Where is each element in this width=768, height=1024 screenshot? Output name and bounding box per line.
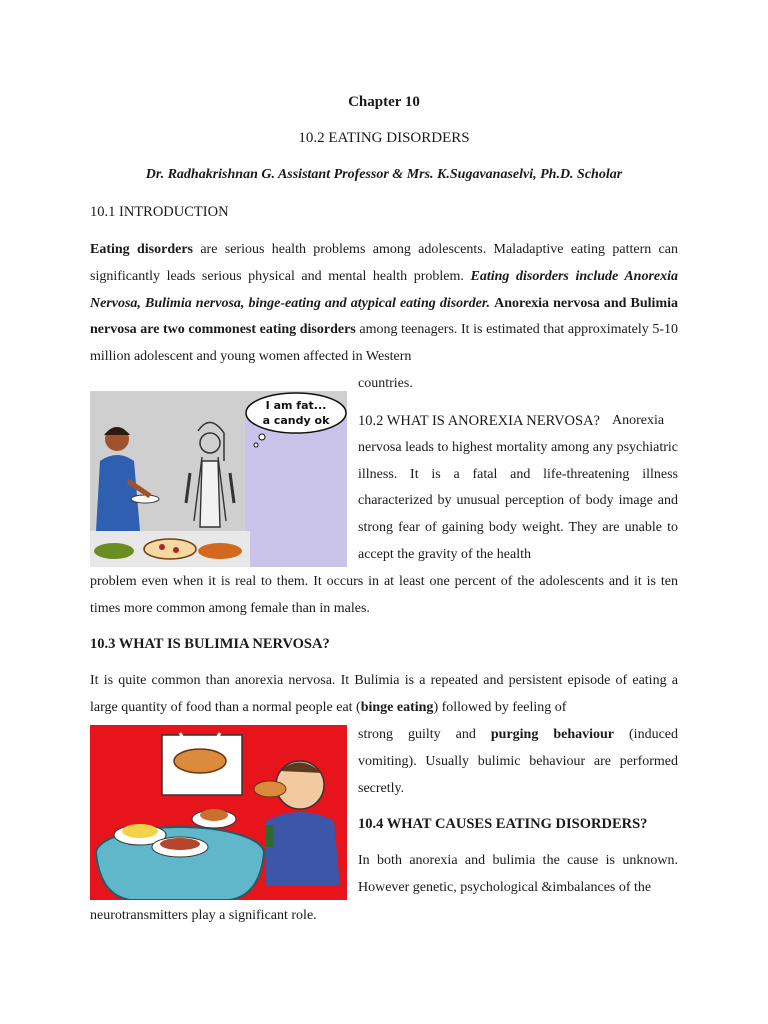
anorexia-illustration [90,391,347,567]
intro-text-3: among teenagers. It is estimated that approximately 5-10 million adolescent and young women affected in Western [90,322,679,365]
bulimia-text-1: It is quite common than anorexia nervosa. It Bulimia is a repeated and persistent episode of eating a large quantity of food than a normal people eat ( [90,673,678,715]
bulimia-side-text-1: strong guilty and [358,727,491,742]
anorexia-cartoon [90,391,347,567]
bubble-line-1: I am fat... [265,399,327,412]
bulimia-illustration [90,725,347,900]
document-title: 10.2 EATING DISORDERS [298,130,470,146]
bulimia-bold-1: binge eating [360,699,434,715]
chapter-label: Chapter 10 [348,94,420,110]
intro-bold-2: Anorexia nervosa and Bulimia nervosa are two commonest eating disorders [90,295,678,338]
intro-bold-1: Eating disorders [90,242,194,257]
intro-last-word: countries. [358,376,413,391]
bulimia-side-bold: purging behaviour [490,727,615,742]
causes-full-text: neurotransmitters play a significant role. [90,908,317,923]
lavender-panel [245,419,347,567]
bulimia-text-2: ) followed by feeling of [433,699,567,715]
intro-heading: 10.1 INTRODUCTION [90,204,229,220]
intro-text-1: are serious health problems among adolescents. Maladaptive eating pattern can significantly leads serious physical and mental health problem. [90,242,678,284]
anorexia-side-text: Anorexia nervosa leads to highest mortality among any psychiatric illness. It is a fatal and life-threatening illness characterized by unusual perception of body image and strong fear of gaining body weight. They are unable to accept the gravity of the health [358,413,678,562]
bulimia-full-text [90,668,678,722]
intro-bold-italic-1: Eating disorders include Anorexia Nervosa, Bulimia nervosa, binge-eating and atypical eating disorder. [90,268,678,311]
bubble-line-2: a candy ok [262,414,330,427]
intro-paragraph [90,237,678,371]
anorexia-full-text: problem even when it is real to them. It occurs in at least one percent of the adolescents and it is ten times more common among female than in males. [90,574,678,616]
bulimia-side-text [358,722,678,802]
anorexia-heading: 10.2 WHAT IS ANOREXIA NERVOSA? [358,413,600,429]
bulimia-cartoon [90,725,347,900]
authors-line: Dr. Radhakrishnan G. Assistant Professor & Mrs. K.Sugavanaselvi, Ph.D. Scholar [145,167,623,182]
causes-side-text: In both anorexia and bulimia the cause is unknown. However genetic, psychological &imbalances of the [358,853,678,895]
bulimia-heading: 10.3 WHAT IS BULIMIA NERVOSA? [90,636,330,652]
bulimia-side-text-2: (induced vomiting). Usually bulimic behaviour are performed secretly. [358,727,678,796]
causes-heading: 10.4 WHAT CAUSES EATING DISORDERS? [358,816,648,832]
